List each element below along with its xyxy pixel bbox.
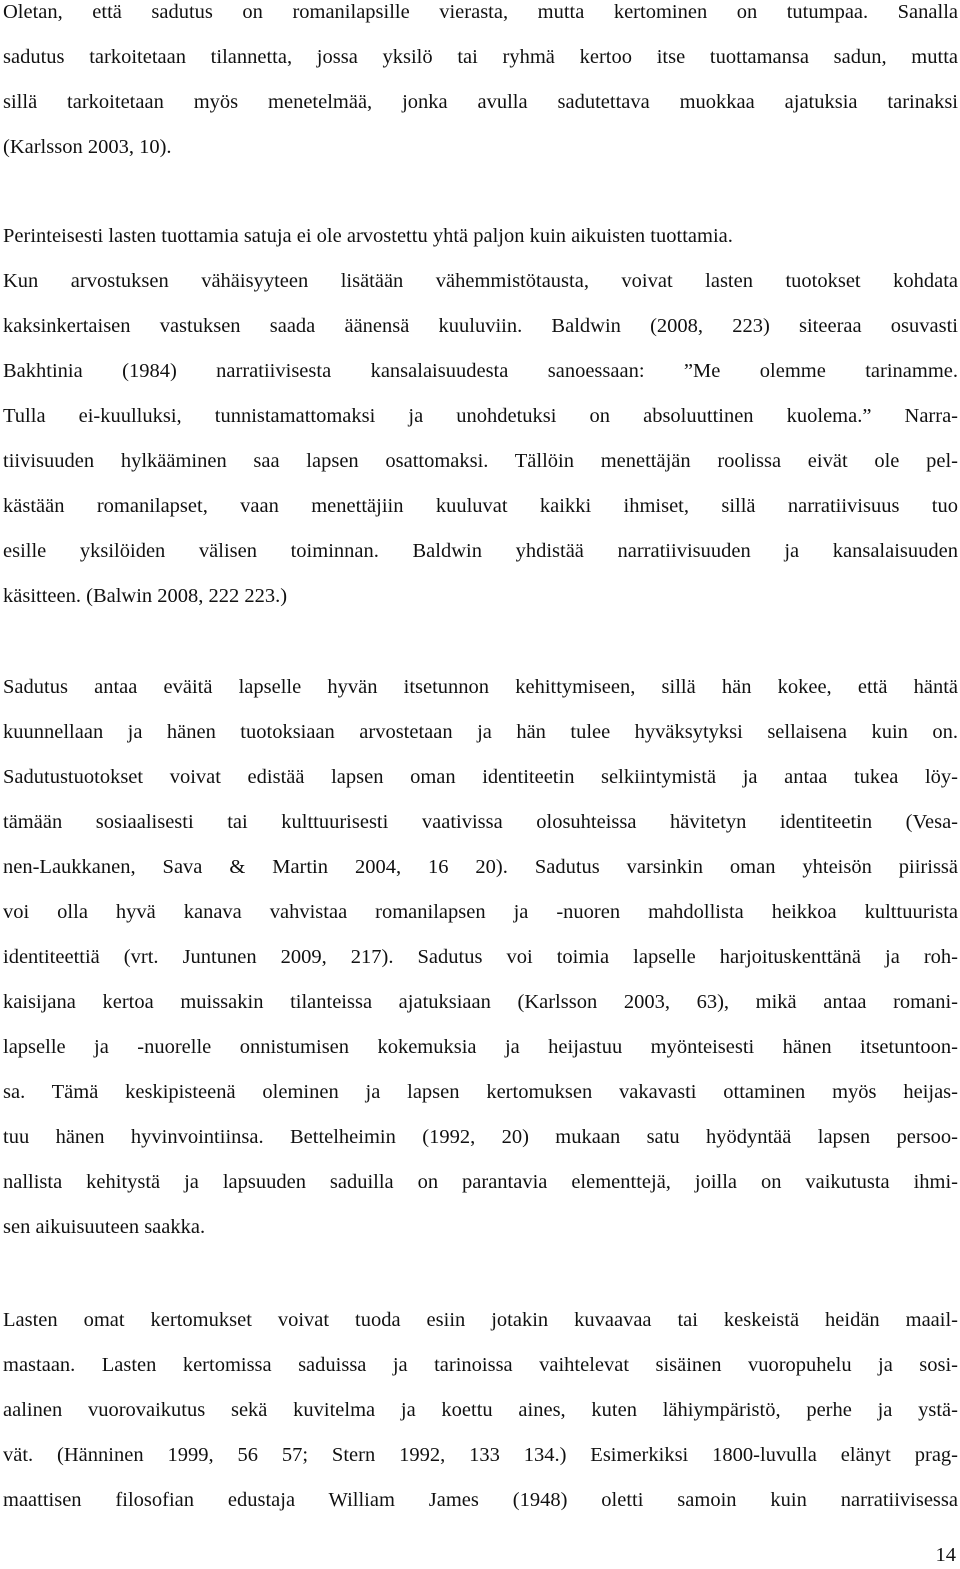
paragraph-line: Oletan, että sadutus on romanilapsille vierasta, mutta kertominen on tutumpaa. Sanalla	[3, 1, 958, 23]
paragraph-line: sa. Tämä keskipisteenä oleminen ja lapsen kertomuksen vakavasti ottaminen myös heijas-	[3, 1081, 958, 1103]
paragraph-line: Kun arvostuksen vähäisyyteen lisätään vähemmistötausta, voivat lasten tuotokset kohdata	[3, 270, 958, 292]
paragraph-line: maattisen filosofian edustaja William James (1948) oletti samoin kuin narratiivisessa	[3, 1489, 958, 1511]
paragraph-line: Sadutus antaa eväitä lapselle hyvän itsetunnon kehittymiseen, sillä hän kokee, että häntä	[3, 676, 958, 698]
page-number: 14	[935, 1544, 956, 1566]
paragraph-line: nen-Laukkanen, Sava & Martin 2004, 16 20). Sadutus varsinkin oman yhteisön piirissä	[3, 856, 958, 878]
paragraph-line: käsitteen. (Balwin 2008, 222 223.)	[3, 585, 288, 607]
paragraph-line: vät. (Hänninen 1999, 56 57; Stern 1992, 133 134.) Esimerkiksi 1800-luvulla elänyt prag-	[3, 1444, 958, 1466]
paragraph-line: sillä tarkoitetaan myös menetelmää, jonka avulla sadutettava muokkaa ajatuksia tarinaksi	[3, 91, 958, 113]
paragraph-line: tämään sosiaalisesti tai kulttuurisesti vaativissa olosuhteissa hävitetyn identiteetin (Vesa-	[3, 811, 958, 833]
paragraph-line: lapselle ja -nuorelle onnistumisen kokemuksia ja heijastuu myönteisesti hänen itsetuntoon-	[3, 1036, 958, 1058]
paragraph-line: kaksinkertaisen vastuksen saada äänensä kuuluviin. Baldwin (2008, 223) siteeraa osuvasti	[3, 315, 958, 337]
paragraph-line: esille yksilöiden välisen toiminnan. Baldwin yhdistää narratiivisuuden ja kansalaisuuden	[3, 540, 958, 562]
paragraph-line: nallista kehitystä ja lapsuuden saduilla on parantavia elementtejä, joilla on vaikutusta ihmi-	[3, 1171, 958, 1193]
paragraph-4	[3, 1298, 958, 1523]
paragraph-line: kästään romanilapset, vaan menettäjiin kuuluvat kaikki ihmiset, sillä narratiivisuus tuo	[3, 495, 958, 517]
paragraph-line: sen aikuisuuteen saakka.	[3, 1216, 206, 1238]
paragraph-line: Bakhtinia (1984) narratiivisesta kansalaisuudesta sanoessaan: ”Me olemme tarinamme.	[3, 360, 958, 382]
paragraph-3	[3, 665, 958, 1250]
paragraph-line: Sadutustuotokset voivat edistää lapsen oman identiteetin selkiintymistä ja antaa tukea löy-	[3, 766, 958, 788]
paragraph-line: (Karlsson 2003, 10).	[3, 136, 172, 158]
paragraph-2	[3, 214, 958, 619]
paragraph-line: sadutus tarkoitetaan tilannetta, jossa yksilö tai ryhmä kertoo itse tuottamansa sadun, mutta	[3, 46, 958, 68]
paragraph-line: voi olla hyvä kanava vahvistaa romanilapsen ja -nuoren mahdollista heikkoa kulttuurista	[3, 901, 958, 923]
paragraph-line: kuunnellaan ja hänen tuotoksiaan arvostetaan ja hän tulee hyväksytyksi sellaisena kuin on.	[3, 721, 958, 743]
paragraph-line: Tulla ei-kuulluksi, tunnistamattomaksi ja unohdetuksi on absoluuttinen kuolema.” Narra-	[3, 405, 958, 427]
paragraph-line: identiteettiä (vrt. Juntunen 2009, 217). Sadutus voi toimia lapselle harjoituskenttänä ja roh-	[3, 946, 958, 968]
paragraph-1	[3, 0, 958, 170]
paragraph-line: tiivisuuden hylkääminen saa lapsen osattomaksi. Tällöin menettäjän roolissa eivät ole pel-	[3, 450, 958, 472]
paragraph-line: aalinen vuorovaikutus sekä kuvitelma ja koettu aines, kuten lähiympäristö, perhe ja ystä-	[3, 1399, 958, 1421]
paragraph-line: tuu hänen hyvinvointiinsa. Bettelheimin (1992, 20) mukaan satu hyödyntää lapsen persoo-	[3, 1126, 958, 1148]
paragraph-line: Lasten omat kertomukset voivat tuoda esiin jotakin kuvaavaa tai keskeistä heidän maail-	[3, 1309, 958, 1331]
paragraph-line: kaisijana kertoa muissakin tilanteissa ajatuksiaan (Karlsson 2003, 63), mikä antaa romani-	[3, 991, 958, 1013]
paragraph-line: Perinteisesti lasten tuottamia satuja ei ole arvostettu yhtä paljon kuin aikuisten tuottamia.	[3, 225, 733, 247]
paragraph-line: mastaan. Lasten kertomissa saduissa ja tarinoissa vaihtelevat sisäinen vuoropuhelu ja sosi-	[3, 1354, 958, 1376]
